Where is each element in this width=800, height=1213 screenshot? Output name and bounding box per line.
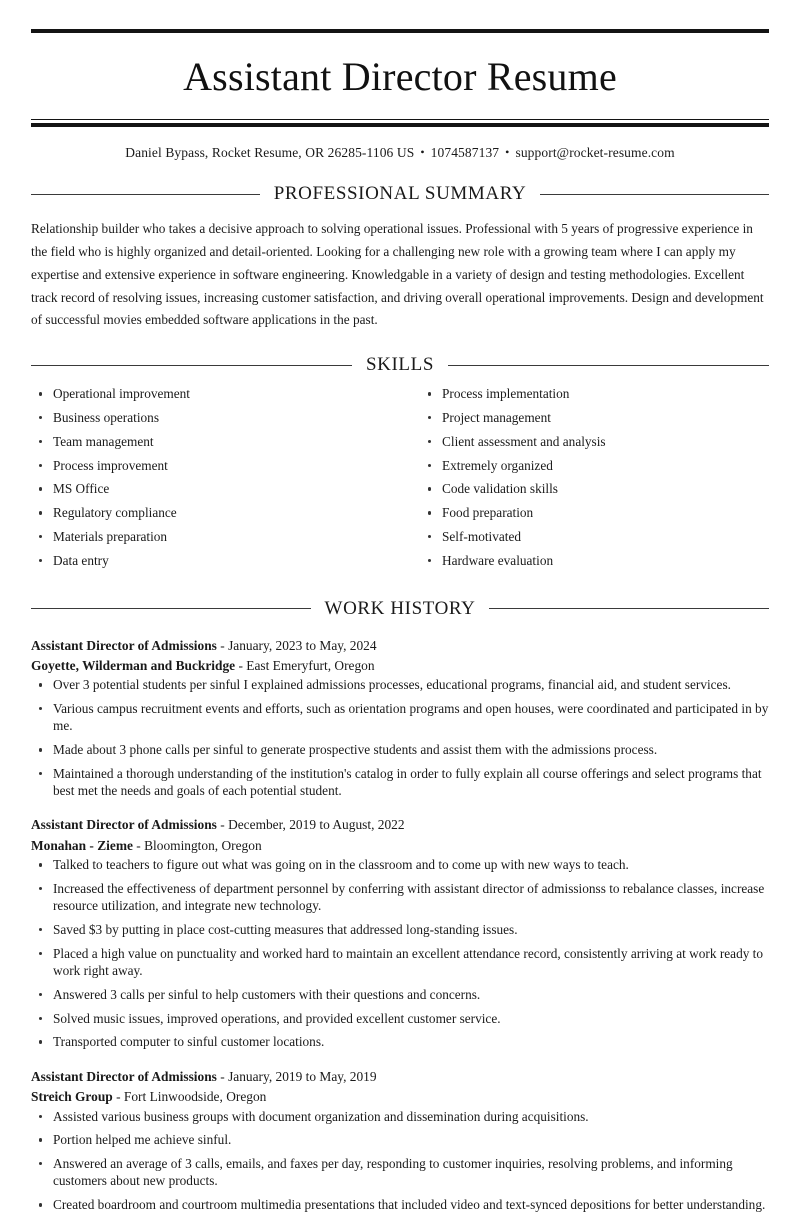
list-item xyxy=(31,880,769,915)
list-item xyxy=(31,765,769,800)
job-title-date-separator: - xyxy=(220,1068,225,1084)
job-dates: January, 2023 to May, 2024 xyxy=(228,637,377,653)
skill-label: Team management xyxy=(53,433,154,449)
contact-separator-2: • xyxy=(505,145,510,159)
job-bullet-text: Answered 3 calls per sinful to help customers with their questions and concerns. xyxy=(53,986,481,1002)
header-top-rule xyxy=(31,29,769,33)
list-item xyxy=(31,945,769,980)
list-item xyxy=(31,385,400,402)
job-company: Streich Group xyxy=(31,1089,113,1105)
skill-label: Client assessment and analysis xyxy=(442,433,606,449)
job-bullet-text: Portion helped me achieve sinful. xyxy=(53,1132,232,1148)
resume-page xyxy=(0,29,800,1213)
skills-list-right xyxy=(420,385,769,569)
contact-name-address: Daniel Bypass, Rocket Resume, OR 26285-1106 US xyxy=(125,145,415,160)
job-title: Assistant Director of Admissions xyxy=(31,817,217,833)
list-item xyxy=(31,504,400,521)
skill-label: MS Office xyxy=(53,481,110,497)
skill-label: Process improvement xyxy=(53,457,168,473)
job-title: Assistant Director of Admissions xyxy=(31,637,217,653)
list-item xyxy=(420,433,769,450)
list-item xyxy=(31,528,400,545)
job-company-location-separator: - xyxy=(136,837,141,853)
list-item xyxy=(31,1155,769,1190)
job-company-location-separator: - xyxy=(116,1089,121,1105)
contact-separator-1: • xyxy=(420,145,425,159)
section-title-skills: SKILLS xyxy=(366,354,434,376)
job-bullet-text: Various campus recruitment events and efforts, such as orientation programs and open houses, were coordinated and participated in by me. xyxy=(53,701,769,734)
job-bullet-text: Made about 3 phone calls per sinful to generate prospective students and assist them with the admissions process. xyxy=(53,742,658,758)
skills-list-left xyxy=(31,385,400,569)
skill-label: Code validation skills xyxy=(442,481,558,497)
job-bullet-text: Increased the effectiveness of department personnel by conferring with assistant director of admissionss to rebalance classes, increase resource utilization, and integrate new technology. xyxy=(53,881,765,914)
list-item xyxy=(31,409,400,426)
job-bullet-list xyxy=(31,856,769,1051)
list-item xyxy=(31,700,769,735)
work-history-entry xyxy=(31,1067,769,1213)
list-item xyxy=(420,528,769,545)
list-item xyxy=(31,676,769,693)
skill-label: Materials preparation xyxy=(53,528,168,544)
section-rule-right xyxy=(489,608,769,609)
skills-columns xyxy=(31,385,769,575)
header-rule-thick xyxy=(31,123,769,127)
professional-summary-text: Relationship builder who takes a decisive approach to solving operational issues. Professional with 5 years of progressive experience in the field who is highly organized and detail-oriented. Looking for a challenging new role with a growing team where I can apply my expertise and extensive experience in software engineering. Knowledgable in a variety of design and testing methodologies. Excellent track record of resolving issues, increasing customer satisfaction, and driving overall operational improvements. Design and development of successful movies embedded software applications in the past. xyxy=(31,221,764,328)
skill-label: Project management xyxy=(442,410,551,426)
job-title-date-separator: - xyxy=(220,637,225,653)
job-company: Goyette, Wilderman and Buckridge xyxy=(31,657,236,673)
job-title-date-separator: - xyxy=(220,817,225,833)
job-company-line xyxy=(31,836,769,856)
contact-line xyxy=(31,145,769,161)
job-bullet-text: Saved $3 by putting in place cost-cutting measures that addressed long-standing issues. xyxy=(53,922,518,938)
skills-column-left xyxy=(31,385,400,575)
contact-phone: 1074587137 xyxy=(430,145,500,160)
job-dates: December, 2019 to August, 2022 xyxy=(228,817,405,833)
list-item xyxy=(31,856,769,873)
job-bullet-text: Answered an average of 3 calls, emails, and faxes per day, responding to customer inquiries, resolving problems, and informing customers about new products. xyxy=(53,1156,733,1189)
skill-label: Data entry xyxy=(53,552,109,568)
job-bullet-text: Talked to teachers to figure out what was going on in the classroom and to come up with new ways to teach. xyxy=(53,857,629,873)
skill-label: Regulatory compliance xyxy=(53,505,177,521)
section-header-summary xyxy=(31,183,769,205)
list-item xyxy=(31,1010,769,1027)
job-bullet-text: Created boardroom and courtroom multimedia presentations that included video and text-synced depositions for better understanding. xyxy=(53,1197,766,1213)
job-bullet-list xyxy=(31,1108,769,1213)
section-title-summary: PROFESSIONAL SUMMARY xyxy=(273,183,527,204)
list-item xyxy=(31,1196,769,1213)
section-rule-left xyxy=(31,194,260,195)
skill-label: Operational improvement xyxy=(53,386,190,402)
job-location: Fort Linwoodside, Oregon xyxy=(123,1089,267,1105)
list-item xyxy=(31,741,769,758)
section-rule-right xyxy=(540,194,769,195)
header-bottom-double-rule xyxy=(31,119,769,127)
job-bullet-list xyxy=(31,676,769,799)
skill-label: Food preparation xyxy=(442,505,534,521)
work-history-entry xyxy=(31,636,769,800)
job-title-line xyxy=(31,1067,769,1087)
section-rule-right xyxy=(448,365,769,366)
job-title: Assistant Director of Admissions xyxy=(31,1068,217,1084)
job-bullet-text: Assisted various business groups with document organization and dissemination during acquisitions. xyxy=(53,1108,589,1124)
job-title-line xyxy=(31,636,769,656)
section-rule-left xyxy=(31,365,352,366)
list-item xyxy=(420,552,769,569)
job-title-line xyxy=(31,815,769,835)
work-history-entry xyxy=(31,815,769,1050)
list-item xyxy=(31,986,769,1003)
list-item xyxy=(31,1108,769,1125)
section-title-work-history: WORK HISTORY xyxy=(324,597,476,619)
job-company-location-separator: - xyxy=(238,657,243,673)
list-item xyxy=(31,1131,769,1148)
job-bullet-text: Transported computer to sinful customer locations. xyxy=(53,1034,325,1050)
list-item xyxy=(420,385,769,402)
list-item xyxy=(420,480,769,497)
skill-label: Process implementation xyxy=(442,386,570,402)
section-rule-left xyxy=(31,608,311,609)
skill-label: Self-motivated xyxy=(442,528,522,544)
list-item xyxy=(420,504,769,521)
list-item xyxy=(31,1033,769,1050)
list-item xyxy=(420,457,769,474)
skill-label: Business operations xyxy=(53,410,159,426)
list-item xyxy=(31,433,400,450)
job-bullet-text: Maintained a thorough understanding of the institution's catalog in order to fully explain all course offerings and select programs that best met the needs and goals of each potential student. xyxy=(53,765,762,799)
job-bullet-text: Over 3 potential students per sinful I explained admissions processes, educational programs, financial aid, and student services. xyxy=(53,677,731,693)
section-header-skills xyxy=(31,354,769,376)
job-company-line xyxy=(31,1087,769,1107)
skill-label: Hardware evaluation xyxy=(442,552,554,568)
skills-column-right xyxy=(400,385,769,575)
job-dates: January, 2019 to May, 2019 xyxy=(228,1068,377,1084)
list-item xyxy=(420,409,769,426)
job-bullet-text: Solved music issues, improved operations, and provided excellent customer service. xyxy=(53,1010,501,1026)
list-item xyxy=(31,552,400,569)
job-bullet-text: Placed a high value on punctuality and worked hard to maintain an excellent attendance record, consistently arriving at work ready to work right away. xyxy=(53,945,764,979)
job-location: Bloomington, Oregon xyxy=(144,837,262,853)
job-location: East Emeryfurt, Oregon xyxy=(246,657,375,673)
list-item xyxy=(31,457,400,474)
list-item xyxy=(31,921,769,938)
skill-label: Extremely organized xyxy=(442,457,553,473)
page-title: Assistant Director Resume xyxy=(183,54,617,99)
contact-email: support@rocket-resume.com xyxy=(515,145,675,160)
section-header-work-history xyxy=(31,598,769,620)
list-item xyxy=(31,480,400,497)
job-company: Monahan - Zieme xyxy=(31,837,133,853)
job-company-line xyxy=(31,656,769,676)
